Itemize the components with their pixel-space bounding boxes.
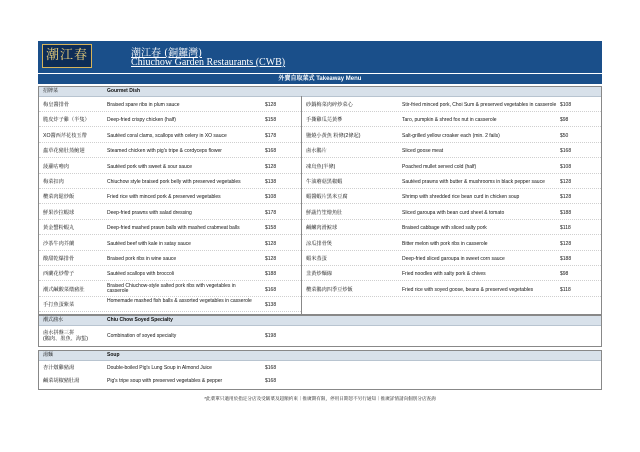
row-separator — [39, 280, 301, 281]
row-separator — [39, 173, 301, 174]
menu-item — [302, 146, 601, 156]
item-name-en: Sliced garoupa with bean curd sheet & tomato — [402, 209, 505, 216]
item-name-en: Sautéed prawns with butter & mushrooms in black pepper sauce — [402, 179, 545, 185]
soyed-section — [38, 315, 602, 347]
item-name-cn: 脆皮炸子雞（半隻） — [43, 117, 90, 124]
gourmet-section — [38, 86, 602, 315]
logo-text: 潮江春 — [45, 48, 88, 63]
row-separator — [39, 265, 301, 266]
item-price: $98 — [560, 271, 569, 278]
item-price: $118 — [560, 225, 571, 232]
menu-item — [39, 300, 301, 310]
item-price: $168 — [265, 286, 277, 293]
item-name-cn: 菠蘿咕嚕肉 — [43, 163, 69, 170]
item-price: $128 — [560, 179, 572, 185]
menu-item — [39, 162, 301, 172]
menu-item — [39, 208, 301, 218]
item-name-cn: 潮式鹹酸菜燉豬肚 — [43, 286, 85, 293]
item-price: $188 — [560, 209, 572, 216]
item-name-cn: 鮮蔬竹笙燴魚肚 — [306, 209, 343, 216]
gourmet-category-header — [39, 87, 601, 97]
row-separator — [39, 219, 301, 220]
item-name-en: Braised cabbage with sliced salty pork — [402, 225, 487, 232]
item-price: $128 — [265, 163, 277, 170]
item-name-en: Fried noodles with salty pork & chives — [402, 271, 486, 278]
menu-item — [302, 269, 601, 279]
item-name-cn: 梅皇醬排骨 — [43, 102, 69, 108]
category-cn: 潮式滷水 — [43, 317, 64, 323]
row-separator — [302, 173, 601, 174]
row-separator — [302, 280, 601, 281]
row-separator — [302, 142, 601, 143]
item-name-cn: 涼瓜排骨煲 — [306, 240, 332, 247]
menu-item — [39, 239, 301, 249]
item-name-en: Shrimp with shredded rice bean curd in chicken soup — [402, 194, 520, 201]
item-name-en: Bitter melon with pork ribs in casserole — [402, 240, 488, 247]
item-price: $138 — [265, 302, 277, 309]
restaurant-title-en: Chiuchow Garden Restaurants (CWB) — [131, 57, 286, 68]
item-name-en: Sautéed coral clams, scallops with celery in XO sauce — [107, 132, 227, 139]
menu-item — [39, 327, 301, 345]
category-en: Gourmet Dish — [107, 88, 141, 94]
item-name-cn: 西蘭花炒帶子 — [43, 271, 75, 278]
soup-section — [38, 350, 602, 390]
item-price: $178 — [265, 132, 277, 139]
item-name-en: Sautéed beef with kale in satay sauce — [107, 240, 191, 247]
menu-item — [39, 115, 301, 125]
item-name-cn: 凍烏魚(半條) — [306, 163, 336, 170]
item-name-cn: 欖菜鵝肉四季豆炒飯 — [306, 286, 353, 293]
row-separator — [302, 234, 601, 235]
row-separator — [302, 111, 601, 112]
item-name-en: Braised spare ribs in plum sauce — [107, 102, 180, 108]
item-name-cn: 鹹菜胡椒豬肚湯 — [43, 378, 80, 384]
item-name-en: Combination of soyed specialty — [107, 333, 177, 339]
menu-item — [39, 177, 301, 187]
item-name-en: Deep-fried crispy chicken (half) — [107, 117, 176, 124]
restaurant-logo — [42, 44, 92, 68]
menu-item — [302, 100, 601, 110]
menu-item — [302, 223, 601, 233]
item-name-cn: 沙茶牛肉芥蘭 — [43, 240, 75, 247]
item-name-en: Stir-fried minced pork, Choi Sum & preserved vegetables in casserole — [402, 102, 557, 108]
item-name-en: Steamed chicken with pig's tripe & cordyceps flower — [107, 148, 222, 155]
row-separator — [39, 126, 301, 127]
item-name-en: Braised Chiuchow-style salted pork ribs with vegetables in casserole — [107, 282, 236, 295]
item-name-en: Homemade mashed fish balls & assorted vegetables in casserole — [107, 298, 252, 305]
menu-item — [39, 146, 301, 156]
menu-item — [302, 254, 601, 264]
row-separator — [39, 311, 301, 312]
item-price: $128 — [265, 256, 277, 262]
category-cn: 招牌菜 — [43, 88, 59, 94]
item-name-en: Salt-grilled yellow croaker each (min. 2 fails) — [402, 132, 500, 139]
menu-item — [302, 239, 601, 249]
menu-item — [39, 376, 301, 386]
category-cn: 湯麵 — [43, 352, 54, 358]
item-name-cn: 鹵水拼盤三拼 (鵝肉、墨魚、海蜇) — [43, 330, 88, 342]
item-name-en: Poached mullet served cold (half) — [402, 163, 477, 170]
menu-item — [302, 192, 601, 202]
item-name-cn: 鹽燒小黃魚 粉條(2條起) — [306, 132, 361, 139]
item-name-en: Sautéed pork with sweet & sour sauce — [107, 163, 193, 170]
row-separator — [302, 157, 601, 158]
item-price: $128 — [560, 194, 572, 201]
menu-item — [39, 192, 301, 202]
item-price: $50 — [560, 132, 569, 139]
menu-item — [39, 100, 301, 110]
item-name-en: Fried rice with minced pork & preserved vegetables — [107, 194, 221, 201]
row-separator — [39, 142, 301, 143]
item-price: $168 — [265, 148, 277, 155]
category-en: Chiu Chow Soyed Specialty — [107, 317, 173, 323]
row-separator — [302, 188, 601, 189]
row-separator — [39, 188, 301, 189]
row-separator — [302, 265, 601, 266]
item-price: $108 — [560, 163, 572, 170]
item-name-cn: 鹵水鵝片 — [306, 148, 327, 155]
row-separator — [302, 219, 601, 220]
row-separator — [39, 157, 301, 158]
menu-item — [39, 269, 301, 279]
item-name-en: Sautéed scallops with broccoli — [107, 271, 174, 278]
item-name-cn: 蟲草花豬肚蒸鮑翅 — [43, 148, 85, 155]
item-name-cn: 蝦醬蝦片黑米豆腐 — [306, 194, 348, 201]
soyed-category-header — [39, 316, 601, 326]
item-name-en: Taro, pumpkin & shred fox nut in casserole — [402, 117, 497, 124]
footer-note: *此菜單只適用於指定分店及受飯菜及超額約束｜推廣期有限，停用日期恕不另行通知｜推廣詳情請向個別分店查詢 — [204, 396, 436, 401]
item-price: $128 — [265, 102, 277, 108]
item-name-cn: 砂鍋梅菜肉碎炒菜心 — [306, 102, 353, 108]
item-name-en: Fried rice with soyed goose, beans & preserved vegetables — [402, 286, 534, 293]
item-price: $188 — [560, 256, 572, 262]
item-price: $128 — [560, 240, 572, 247]
soup-category-header — [39, 351, 601, 361]
menu-item — [39, 223, 301, 233]
row-separator — [39, 250, 301, 251]
menu-item — [302, 162, 601, 172]
menu-subtitle: 外賣自取菜式 Takeaway Menu — [38, 74, 602, 84]
row-separator — [39, 296, 301, 297]
item-name-cn: 梅菜扣肉 — [43, 179, 64, 185]
row-separator — [302, 250, 601, 251]
item-name-cn: 酸甜乾爆排骨 — [43, 256, 75, 262]
item-name-cn: 鮮果沙拉蝦球 — [43, 209, 75, 216]
item-price: $168 — [265, 378, 277, 384]
menu-item — [39, 282, 301, 295]
menu-item — [302, 285, 601, 295]
item-price: $178 — [265, 209, 277, 216]
item-price: $168 — [265, 365, 277, 371]
menu-item — [302, 177, 601, 187]
item-name-en: Chiuchow style braised pork belly with preserved vegetables — [107, 179, 241, 185]
item-name-cn: 欖菜肉鬆炒飯 — [43, 194, 75, 201]
item-name-cn: 韭黃炒麵線 — [306, 271, 332, 278]
item-name-en: Deep-fried prawns with salad dressing — [107, 209, 192, 216]
row-separator — [302, 203, 601, 204]
menu-item — [302, 131, 601, 141]
restaurant-header — [38, 41, 602, 73]
item-name-en: Double-boiled Pig's Lung Soup in Almond Juice — [107, 365, 212, 371]
item-price: $138 — [265, 179, 277, 185]
row-separator — [39, 111, 301, 112]
category-en: Soup — [107, 352, 120, 358]
menu-item — [302, 208, 601, 218]
item-price: $188 — [265, 271, 277, 278]
item-price: $128 — [265, 240, 277, 247]
item-name-en: Braised pork ribs in wine sauce — [107, 256, 177, 262]
menu-item — [39, 363, 301, 373]
item-price: $158 — [265, 225, 277, 232]
row-separator — [302, 126, 601, 127]
item-name-en: Deep-fried mashed prawn balls with mashed crabmeat balls — [107, 225, 240, 232]
item-name-cn: 手撕雞瓜芫黃蔘 — [306, 117, 343, 124]
item-price: $108 — [560, 102, 572, 108]
item-name-cn: XO醬西芹花枝玉帶 — [43, 132, 87, 139]
item-price: $158 — [265, 117, 277, 124]
item-name-en: Pig's tripe soup with preserved vegetables & pepper — [107, 378, 223, 384]
restaurant-title-cn: 潮江春 (銅鑼灣) — [131, 48, 202, 59]
item-price: $98 — [560, 117, 569, 124]
item-name-cn: 黃金蟹粉蝦丸 — [43, 225, 75, 232]
item-name-cn: 蝦米蒸蛋 — [306, 256, 327, 262]
row-separator — [302, 296, 601, 297]
item-price: $108 — [265, 194, 277, 201]
item-price: $118 — [560, 286, 571, 293]
row-separator — [39, 234, 301, 235]
item-name-en: Sliced goose meat — [402, 148, 444, 155]
item-name-en: Deep-fried sliced garoupa in sweet corn sauce — [402, 256, 505, 262]
item-price: $168 — [560, 148, 572, 155]
menu-item — [39, 131, 301, 141]
item-name-cn: 杏汁燉雞豬湯 — [43, 365, 75, 371]
item-name-cn: 牛油蘑菇黑椒蝦 — [306, 179, 343, 185]
menu-item — [39, 254, 301, 264]
row-separator — [39, 203, 301, 204]
item-name-cn: 手打魚蛋紫菜 — [43, 302, 75, 309]
item-name-cn: 鹹鱸肉滑鯇球 — [306, 225, 338, 232]
item-price: $198 — [265, 333, 277, 339]
menu-item — [302, 115, 601, 125]
